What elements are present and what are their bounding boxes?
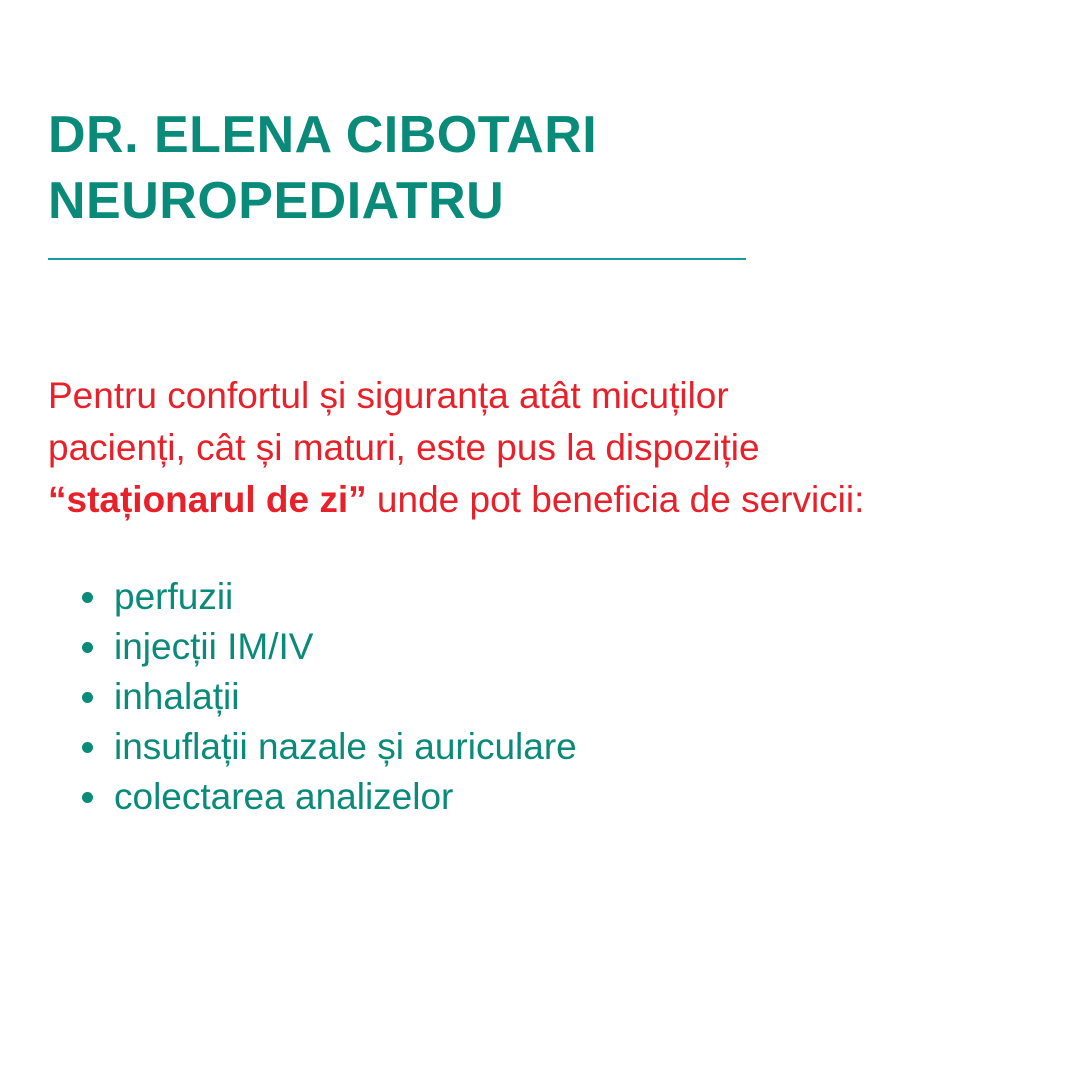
services-list xyxy=(78,572,577,822)
intro-line-3 xyxy=(48,474,1048,526)
list-item xyxy=(78,722,577,772)
header-divider xyxy=(48,258,746,260)
intro-highlight: “staționarul de zi” xyxy=(48,479,367,520)
list-item xyxy=(78,772,577,822)
doctor-specialty: NEUROPEDIATRU xyxy=(48,172,505,230)
intro-line-2: pacienți, cât și maturi, este pus la dispoziție xyxy=(48,427,760,468)
bullet-icon xyxy=(82,742,93,753)
intro-line-3-rest: unde pot beneficia de servicii: xyxy=(366,479,865,520)
service-label: colectarea analizelor xyxy=(114,776,454,817)
list-item xyxy=(78,622,577,672)
service-label: injecții IM/IV xyxy=(114,626,314,667)
list-item xyxy=(78,672,577,722)
doctor-name: DR. ELENA CIBOTARI xyxy=(48,106,598,164)
service-label: perfuzii xyxy=(114,576,234,617)
list-item xyxy=(78,572,577,622)
service-label: insuflații nazale și auriculare xyxy=(114,726,577,767)
intro-line-1: Pentru confortul și siguranța atât micuților xyxy=(48,375,729,416)
bullet-icon xyxy=(82,792,93,803)
bullet-icon xyxy=(82,642,93,653)
service-label: inhalații xyxy=(114,676,240,717)
bullet-icon xyxy=(82,692,93,703)
bullet-icon xyxy=(82,592,93,603)
intro-paragraph xyxy=(48,370,1048,526)
header xyxy=(48,102,597,234)
